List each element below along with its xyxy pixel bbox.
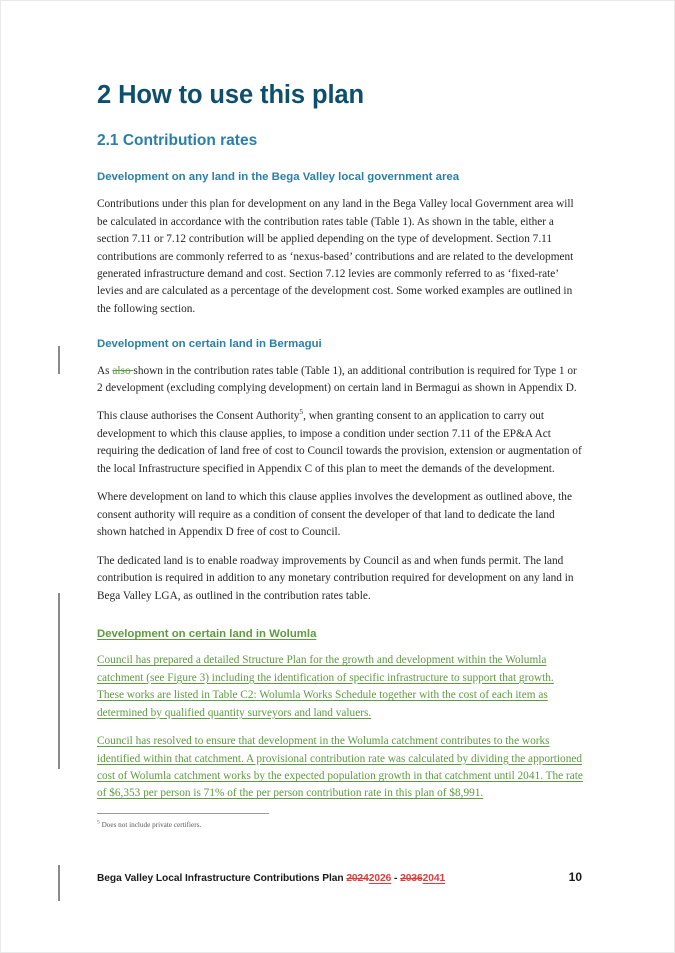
subheading-bermagui: Development on certain land in Bermagui [97, 338, 322, 351]
bermagui-1-prefix: As [97, 364, 113, 377]
page-footer [97, 870, 583, 884]
subheading-any-land: Development on any land in the Bega Valley local government area [97, 170, 460, 183]
change-bar-wolumla [58, 593, 60, 769]
footer-year-from-inserted: 2026 [368, 873, 392, 884]
footnote-separator-rule [97, 813, 269, 814]
page-title: 2 How to use this plan [97, 81, 364, 109]
footer-year-from-deleted: 2024 [346, 873, 369, 884]
footnote-reference-5[interactable]: 5 [299, 407, 304, 417]
footer-year-to-inserted: 2041 [422, 873, 446, 884]
page-content [97, 1, 583, 803]
paragraph-bermagui-3: Where development on land to which this clause applies involves the development as outlined above, the consent authority will require as a condition of consent the developer of that land to dedicate the land shown hatched in Appendix D free of cost to Council. [97, 491, 572, 539]
change-bar-footer [58, 865, 60, 901]
bermagui-2-text-a: This clause authorises the Consent Authority [97, 410, 300, 423]
paragraph-bermagui-2 [97, 397, 583, 478]
footer-title-text: Bega Valley Local Infrastructure Contributions Plan [97, 873, 347, 884]
tracked-deletion-also: also [112, 364, 134, 377]
paragraph-any-land: Contributions under this plan for development on any land in the Bega Valley local Government area will be calculated in accordance with the contribution rates table (Table 1). As shown in the table, either a section 7.11 or 7.12 contribution will be applied depending on the type of development. Section 7.11 contributions are commonly referred to as ‘nexus-based’ contributions and are related to the development generated infrastructure demand and cost. Section 7.12 levies are commonly referred to as ‘fixed-rate’ levies and are calculated as a percentage of the development cost. Some worked examples are outlined in the following section. [97, 198, 574, 315]
subheading-wolumla: Development on certain land in Wolumla [97, 628, 317, 641]
paragraph-wolumla-2 [97, 722, 583, 803]
footer-page-number: 10 [568, 870, 582, 884]
paragraph-wolumla-1 [97, 641, 583, 722]
wolumla-1-inserted-text: Council has prepared a detailed Structure Plan for the growth and development within the Wolumla catchment (see Figure 3) including the identification of specific infrastructure to support that growth. These works are listed in Table C2: Wolumla Works Schedule together with the cost of each item as determined by qualified quantity surveyors and land valuers. [97, 654, 554, 719]
footer-year-to-deleted: 2036 [400, 873, 423, 884]
bermagui-2-text-b: , when granting consent to an application to carry out development to which this clause applies, to impose a condition under section 7.11 of the EP&A Act requiring the dedication of land free of cost to Council towards the provision, extension or augmentation of the local Infrastructure specified in Appendix C of this plan to meet the demands of the development. [97, 410, 582, 475]
footnote-5 [97, 821, 583, 830]
bermagui-1-rest: shown in the contribution rates table (Table 1), an additional contribution is required for Type 1 or 2 development (excluding complying development) on certain land in Bermagui as shown in Appendix D. [97, 364, 577, 395]
footer-document-title [97, 873, 445, 884]
paragraph-bermagui-4: The dedicated land is to enable roadway improvements by Council as and when funds permit. The land contribution is required in addition to any monetary contribution required for development on any land in Bega Valley LGA, as outlined in the contribution rates table. [97, 554, 574, 602]
wolumla-2-inserted-text: Council has resolved to ensure that development in the Wolumla catchment contributes to the works identified within that catchment. A provisional contribution rate was calculated by dividing the apportioned cost of Wolumla catchment works by the expected population growth in that catchment until 2041. The rate of $6,353 per person is 71% of the per person contribution rate in this plan of $8,991. [97, 735, 583, 800]
section-heading-2-1: 2.1 Contribution rates [97, 132, 258, 150]
footnote-area [97, 813, 583, 830]
footer-year-dash: - [391, 873, 401, 884]
change-bar-bermagui [58, 346, 60, 374]
paragraph-bermagui-1 [97, 352, 583, 398]
footnote-text: Does not include private certifiers. [99, 821, 202, 829]
footnote-marker: 5 [97, 819, 100, 826]
